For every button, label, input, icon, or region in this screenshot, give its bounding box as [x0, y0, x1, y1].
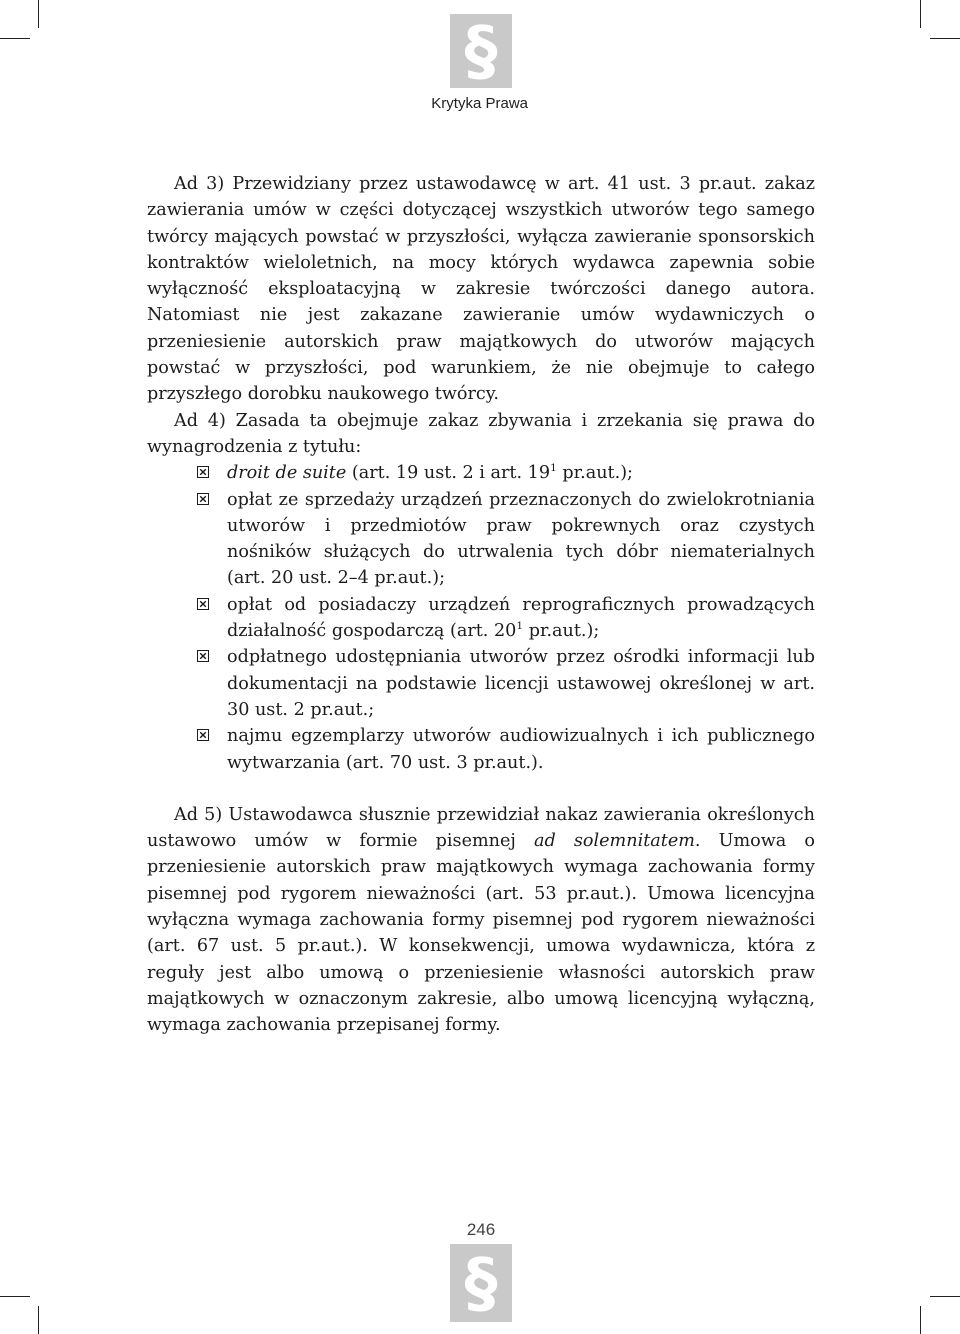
section-sign-icon: §	[464, 14, 498, 88]
crop-mark	[920, 0, 921, 28]
checkbox-x-icon	[197, 650, 209, 662]
list-item-italic: droit de suite	[227, 463, 347, 484]
list-item-text: (art. 19 ust. 2 i art. 19	[346, 463, 551, 484]
paragraph-ad-5	[147, 802, 815, 1039]
checkbox-x-icon	[197, 493, 209, 505]
section-sign-logo-top	[450, 14, 512, 88]
paragraph-ad-4: Ad 4) Zasada ta obejmuje zakaz zbywania i zrzekania się prawa do wynagrodzenia z tytułu:	[147, 410, 815, 457]
list-item	[147, 644, 815, 723]
checkbox-x-icon	[197, 466, 209, 478]
paragraph-ad-3: Ad 3) Przewidziany przez ustawodawcę w art. 41 ust. 3 pr.aut. zakaz zawierania umów w części dotyczącej wszystkich utworów tego samego twórcy mających powstać w przyszłości, wyłącza zawieranie sponsorskich kontraktów wieloletnich, na mocy których wydawca zapewnia sobie wyłączność eksploatacyjną w zakresie twórczości danego autora. Natomiast nie jest zakazane zawieranie umów wydawniczych o przeniesienie autorskich praw majątkowych do utworów mających powstać w przyszłości, pod warunkiem, że nie obejmuje to całego przyszłego dorobku naukowego twórcy.	[147, 174, 815, 405]
crop-mark	[38, 1306, 39, 1334]
page-number: 246	[466, 1220, 496, 1239]
paragraph-italic: ad solemnitatem	[534, 831, 695, 852]
crop-mark	[0, 38, 30, 39]
running-head: Krytyka Prawa	[431, 95, 528, 112]
list-item-text: najmu egzemplarzy utworów audiowizualnych i ich publicznego wytwarzania (art. 70 ust. 3 pr.aut.).	[227, 726, 815, 773]
list-item	[147, 592, 815, 645]
section-sign-logo-bottom	[450, 1244, 512, 1322]
list-item-text: opłat ze sprzedaży urządzeń przeznaczonych do zwielokrotniania utworów i przedmiotów praw pokrewnych oraz czystych nośników służących do utrwalenia tych dóbr niematerialnych (art. 20 ust. 2–4 pr.aut.);	[227, 489, 815, 589]
list-item	[147, 460, 815, 486]
superscript: 1	[516, 620, 524, 633]
list-item-text: pr.aut.);	[556, 463, 633, 484]
paragraph-text: Ad 5) Ustawodawca słusznie przewidział nakaz zawierania określonych ustawowo umów w formie pisemnej	[147, 804, 815, 852]
list-item-text: odpłatnego udostępniania utworów przez ośrodki informacji lub dokumentacji na podstawie licencji ustawowej określonej w art. 30 ust. 2 pr.aut.;	[227, 647, 815, 720]
crop-mark	[930, 1296, 960, 1297]
crop-mark	[930, 38, 960, 39]
crop-mark	[920, 1306, 921, 1334]
crop-mark	[38, 0, 39, 28]
section-sign-icon: §	[464, 1244, 498, 1321]
page-body	[147, 171, 815, 1039]
list-item	[147, 487, 815, 592]
crop-mark	[0, 1296, 30, 1297]
checkbox-x-icon	[197, 729, 209, 741]
list-item	[147, 723, 815, 776]
checkbox-x-icon	[197, 598, 209, 610]
remuneration-list	[147, 460, 815, 776]
list-item-text: opłat od posiadaczy urządzeń reprograficznych prowadzących działalność gospodarczą (art. 20	[227, 594, 815, 642]
list-item-text: pr.aut.);	[523, 621, 600, 642]
superscript: 1	[550, 462, 557, 475]
paragraph-text: . Umowa o przeniesienie autorskich praw majątkowych wymaga zachowania formy pisemnej pod rygorem nieważności (art. 53 pr.aut.). Umowa licencyjna wyłączna wymaga zachowania formy pisemnej pod rygorem nieważności (art. 67 ust. 5 pr.aut.). W konsekwencji, umowa wydawnicza, która z reguły jest albo umową o przeniesienie własności autorskich praw majątkowych w oznaczonym zakresie, albo umową licencyjną wyłączną, wymaga zachowania przepisanej formy.	[147, 831, 816, 1036]
